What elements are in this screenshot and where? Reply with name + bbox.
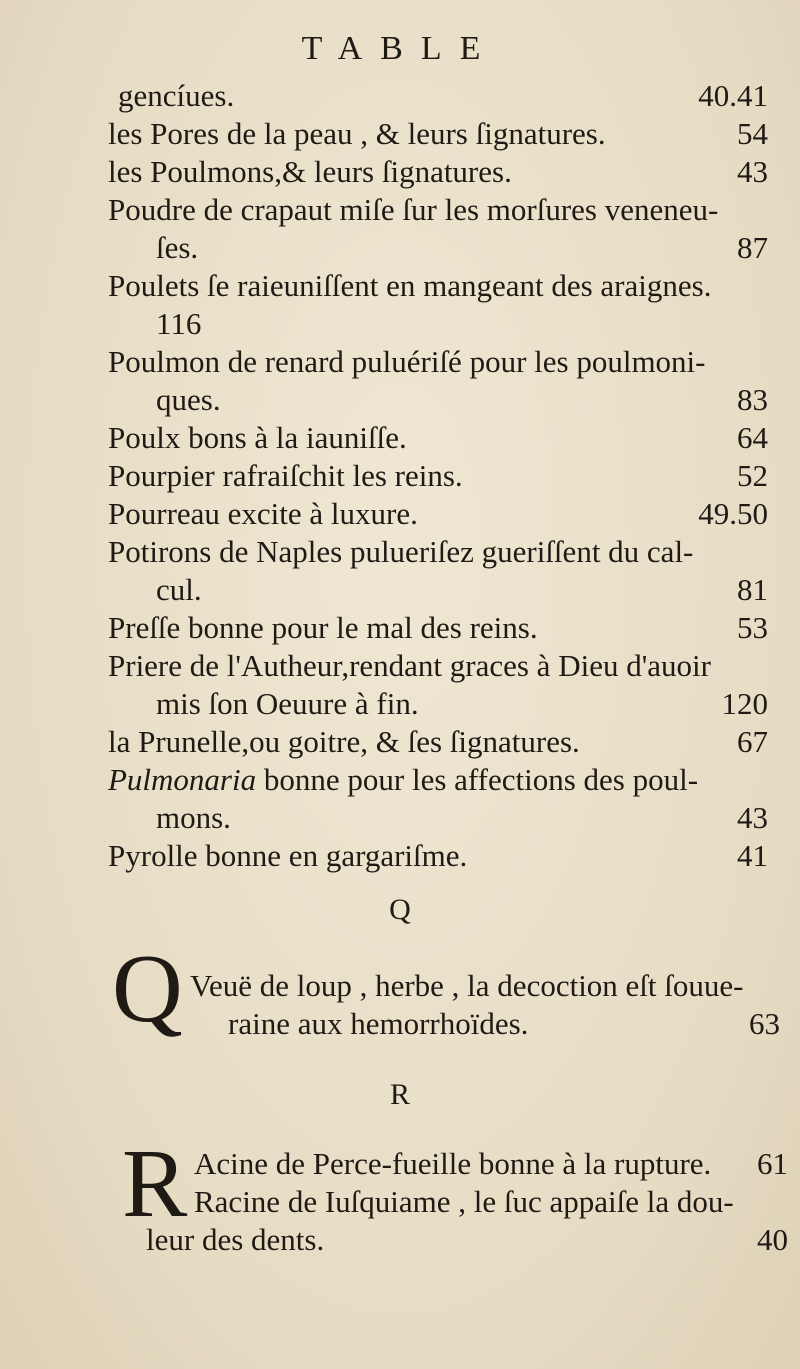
index-entry bbox=[108, 764, 788, 795]
entry-text: Acine de Perce-fueille bonne à la rupture. bbox=[194, 1146, 712, 1181]
entry-page: 43 bbox=[737, 154, 768, 189]
entry-page: 81 bbox=[737, 572, 768, 607]
index-entry bbox=[108, 346, 788, 377]
entry-page: 43 bbox=[737, 800, 768, 835]
r-entry-line bbox=[194, 1186, 788, 1217]
entry-text: bonne pour les affections des poul- bbox=[256, 762, 699, 797]
entry-text: Preſſe bonne pour le mal des reins. bbox=[108, 610, 538, 645]
dropcap-r: R bbox=[122, 1130, 188, 1238]
index-entry bbox=[108, 498, 788, 529]
section-letter-r: R bbox=[389, 1078, 410, 1111]
entry-page: 67 bbox=[737, 724, 768, 759]
entry-text: Poulmon de renard puluériſé pour les poulmoni- bbox=[108, 344, 706, 379]
entry-text: raine aux hemorrhoïdes. bbox=[228, 1006, 529, 1041]
entry-page: 83 bbox=[737, 382, 768, 417]
entry-page: 41 bbox=[737, 838, 768, 873]
index-entry-continuation bbox=[108, 308, 788, 339]
entry-text: Poulx bons à la iauniſſe. bbox=[108, 420, 407, 455]
entry-page: 120 bbox=[721, 686, 768, 721]
entry-page: 49.50 bbox=[698, 496, 768, 531]
r-entry-line bbox=[146, 1224, 788, 1255]
entry-text: Racine de Iuſquiame , le ſuc appaiſe la dou- bbox=[194, 1184, 734, 1219]
q-entry-line bbox=[228, 1008, 780, 1039]
index-entry bbox=[108, 270, 788, 301]
index-entry bbox=[108, 422, 788, 453]
entry-page: 63 bbox=[749, 1006, 780, 1041]
index-entry bbox=[108, 80, 788, 111]
entry-text-italic: Pulmonaria bbox=[108, 762, 257, 797]
entry-page: 40 bbox=[757, 1222, 788, 1257]
entry-continuation: ſes. bbox=[156, 230, 199, 265]
index-entry-continuation bbox=[108, 384, 788, 415]
index-entry bbox=[108, 612, 788, 643]
index-entry bbox=[108, 840, 788, 871]
entry-continuation: cul. bbox=[156, 572, 202, 607]
entry-text: Poulets ſe raieuniſſent en mangeant des araignes. bbox=[108, 268, 712, 303]
index-entry-continuation bbox=[108, 574, 788, 605]
entry-continuation: mis ſon Oeuure à fin. bbox=[156, 686, 419, 721]
r-entry-line bbox=[194, 1148, 788, 1179]
entry-page: 40.41 bbox=[698, 78, 768, 113]
page-header: TABLE bbox=[301, 30, 499, 67]
entry-text: les Pores de la peau , & leurs ſignatures. bbox=[108, 116, 606, 151]
index-entry bbox=[108, 536, 788, 567]
q-entry-line bbox=[190, 970, 780, 1001]
index-entry bbox=[108, 650, 788, 681]
entry-text: Potirons de Naples pulueriſez gueriſſent du cal- bbox=[108, 534, 694, 569]
entry-text: les Poulmons,& leurs ſignatures. bbox=[108, 154, 512, 189]
index-entry bbox=[108, 156, 788, 187]
entry-page: 64 bbox=[737, 420, 768, 455]
entry-text: Poudre de crapaut miſe ſur les morſures veneneu- bbox=[108, 192, 719, 227]
entry-page: 87 bbox=[737, 230, 768, 265]
entry-text: Pourpier rafraiſchit les reins. bbox=[108, 458, 463, 493]
entry-text: Pyrolle bonne en gargariſme. bbox=[108, 838, 468, 873]
entry-text: gencíues. bbox=[118, 78, 235, 113]
index-entry bbox=[108, 460, 788, 491]
entry-page: 52 bbox=[737, 458, 768, 493]
entry-page: 54 bbox=[737, 116, 768, 151]
index-entry-continuation bbox=[108, 232, 788, 263]
entry-text: Priere de l'Autheur,rendant graces à Dieu d'auoir bbox=[108, 648, 711, 683]
entry-text: Veuë de loup , herbe , la decoction eſt ſouue- bbox=[190, 968, 744, 1003]
entry-text: Pourreau excite à luxure. bbox=[108, 496, 418, 531]
entry-text: la Prunelle,ou goitre, & ſes ſignatures. bbox=[108, 724, 580, 759]
section-letter-q: Q bbox=[389, 893, 411, 926]
entry-text: leur des dents. bbox=[146, 1222, 325, 1257]
entry-continuation: ques. bbox=[156, 382, 221, 417]
entry-page: 61 bbox=[757, 1146, 788, 1181]
index-entry bbox=[108, 726, 788, 757]
dropcap-q: Q bbox=[112, 935, 183, 1043]
entry-continuation: mons. bbox=[156, 800, 231, 835]
index-entry-continuation bbox=[108, 688, 788, 719]
index-entry bbox=[108, 194, 788, 225]
entry-page: 53 bbox=[737, 610, 768, 645]
index-entry-continuation bbox=[108, 802, 788, 833]
entry-continuation: 116 bbox=[156, 306, 202, 341]
index-entry bbox=[108, 118, 788, 149]
